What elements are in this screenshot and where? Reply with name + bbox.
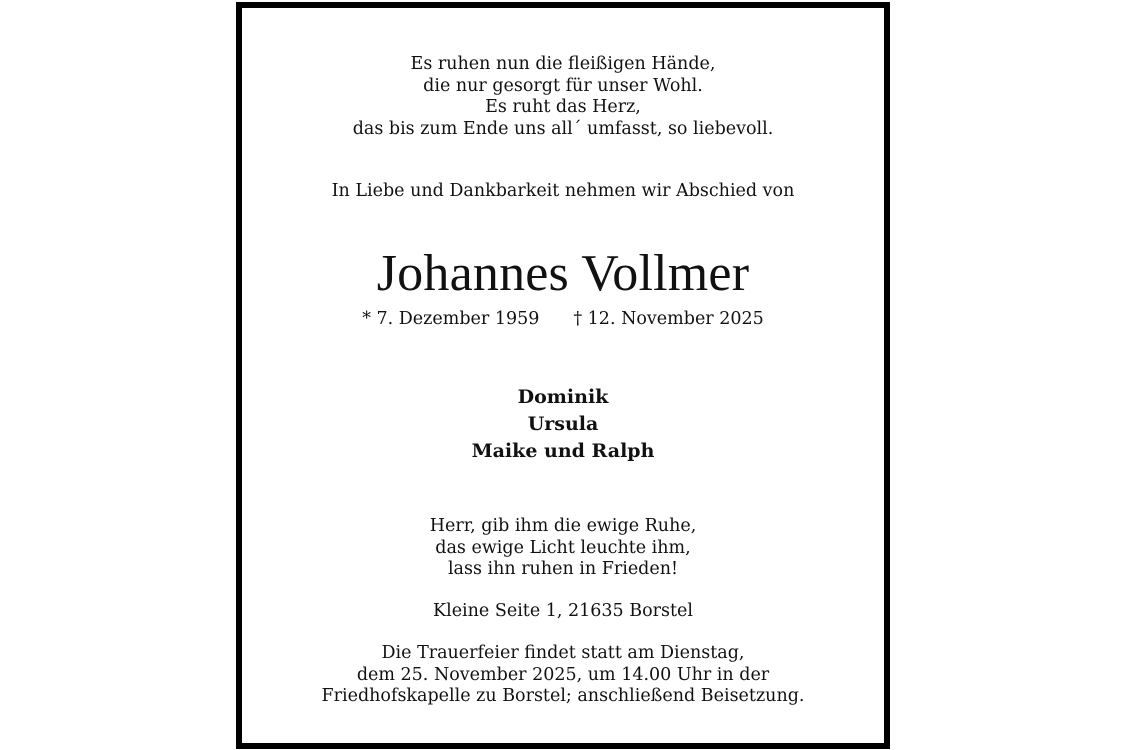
deceased-name: Johannes Vollmer: [376, 245, 750, 302]
birth-date: * 7. Dezember 1959: [362, 309, 540, 329]
funeral-details: [242, 643, 884, 708]
family-address: Kleine Seite 1, 21635 Borstel: [433, 601, 693, 621]
life-dates: [242, 308, 884, 330]
mourner-name: Maike und Ralph: [471, 440, 655, 462]
mourners-list: [242, 384, 884, 465]
poem-line: Es ruht das Herz,: [485, 97, 641, 117]
opening-poem: [242, 54, 884, 140]
poem-line: Es ruhen nun die fleißigen Hände,: [410, 54, 716, 74]
prayer-line: Herr, gib ihm die ewige Ruhe,: [429, 516, 697, 536]
farewell-intro: In Liebe und Dankbarkeit nehmen wir Abschied von: [331, 181, 795, 201]
funeral-line: dem 25. November 2025, um 14.00 Uhr in der: [356, 664, 770, 685]
poem-line: die nur gesorgt für unser Wohl.: [423, 75, 703, 96]
poem-line: das bis zum Ende uns all´ umfasst, so liebevoll.: [352, 118, 774, 139]
prayer-line: lass ihn ruhen in Frieden!: [447, 559, 679, 579]
obituary-notice: [236, 2, 890, 749]
funeral-line: Die Trauerfeier findet statt am Dienstag,: [381, 643, 745, 663]
death-date: † 12. November 2025: [573, 309, 764, 329]
closing-prayer: [242, 516, 884, 581]
mourner-name: Ursula: [527, 413, 599, 435]
prayer-line: das ewige Licht leuchte ihm,: [435, 537, 691, 558]
funeral-line: Friedhofskapelle zu Borstel; anschließend Beisetzung.: [321, 686, 805, 706]
mourner-name: Dominik: [517, 386, 609, 408]
